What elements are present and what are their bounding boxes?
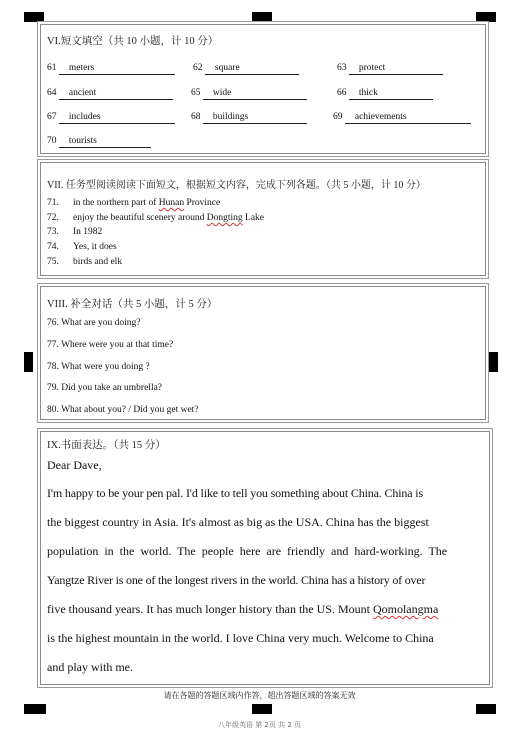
fill-70: 70 tourists	[47, 135, 151, 148]
section-vi-box	[40, 24, 486, 154]
fill-65: 65 wide	[191, 87, 307, 100]
fill-62: 62 square	[193, 62, 299, 75]
essay-line-3: population in the world. The people here are friendly and hard-working. The	[47, 544, 448, 558]
registration-mark-top-right	[476, 12, 496, 22]
fill-67: 67 includes	[47, 111, 175, 124]
fill-68-answer: buildings	[203, 111, 307, 124]
essay-line-5: five thousand years. It has much longer history than the US. Mount Qomolangma	[47, 602, 439, 616]
fill-66-answer: thick	[349, 87, 433, 100]
section-viii-box	[40, 286, 486, 420]
fill-63: 63 protect	[337, 62, 443, 75]
dialog-answer-79: 79. Did you take an umbrella?	[47, 383, 163, 393]
answer-72: 72. enjoy the beautiful scenery around Dongting Lake	[47, 213, 265, 223]
essay-line-6: is the highest mountain in the world. I love China very much. Welcome to China	[47, 631, 434, 645]
answer-area-notice: 请在各题的答题区域内作答，超出答题区域的答案无效	[163, 691, 356, 700]
fill-70-answer: tourists	[59, 135, 151, 148]
fill-63-answer: protect	[349, 62, 443, 75]
essay-line-7: and play with me.	[47, 660, 133, 674]
registration-mark-bottom-left	[24, 704, 46, 714]
fill-69: 69 achievements	[333, 111, 471, 124]
fill-68: 68 buildings	[191, 111, 307, 124]
fill-64: 64 ancient	[47, 87, 173, 100]
answer-74: 74. Yes, it does	[47, 242, 117, 252]
essay-line-2: the biggest country in Asia. It's almost as big as the USA. China has the biggest	[47, 515, 429, 529]
registration-mark-bottom-center	[252, 704, 272, 714]
dialog-answer-77: 77. Where were you at that time?	[47, 340, 174, 350]
registration-mark-mid-left	[24, 352, 33, 372]
answer-71: 71. in the northern part of Hunan Province	[47, 198, 221, 208]
section-vi-title: VI.短文填空（共 10 小题，计 10 分）	[47, 36, 219, 47]
dialog-answer-78: 78. What were you doing ?	[47, 362, 150, 372]
dialog-answer-76: 76. What are you doing?	[47, 318, 141, 328]
registration-mark-mid-right	[489, 352, 498, 372]
fill-67-answer: includes	[59, 111, 175, 124]
essay-greeting: Dear Dave,	[47, 458, 102, 472]
essay-line-1: I'm happy to be your pen pal. I'd like to tell you something about China. China is	[47, 486, 423, 500]
section-vii-title: VII. 任务型阅读阅读下面短文，根据短文内容，完成下列各题。（共 5 小题，计 10 分）	[47, 180, 426, 191]
fill-66: 66 thick	[337, 87, 433, 100]
section-viii-title: VIII. 补全对话（共 5 小题，计 5 分）	[47, 299, 218, 310]
section-ix-box	[40, 431, 490, 685]
fill-62-answer: square	[205, 62, 299, 75]
fill-69-answer: achievements	[345, 111, 471, 124]
section-ix-title: IX.书面表达。（共 15 分）	[47, 440, 166, 451]
page-number: 八年级英语 第 2页 共 2 页	[217, 721, 302, 729]
answer-73: 73. In 1982	[47, 227, 103, 237]
answer-75: 75. birds and elk	[47, 257, 123, 267]
registration-mark-top-left	[24, 12, 44, 22]
registration-mark-top-center	[252, 12, 272, 22]
fill-64-answer: ancient	[59, 87, 173, 100]
essay-line-4: Yangtze River is one of the longest rivers in the world. China has a history of over	[47, 573, 426, 587]
registration-mark-bottom-right	[476, 704, 496, 714]
fill-61: 61 meters	[47, 62, 175, 75]
section-vii-box	[40, 162, 486, 276]
essay-body	[47, 458, 483, 678]
dialog-answer-80: 80. What about you? / Did you get wet?	[47, 405, 199, 415]
fill-61-answer: meters	[59, 62, 175, 75]
fill-65-answer: wide	[203, 87, 307, 100]
